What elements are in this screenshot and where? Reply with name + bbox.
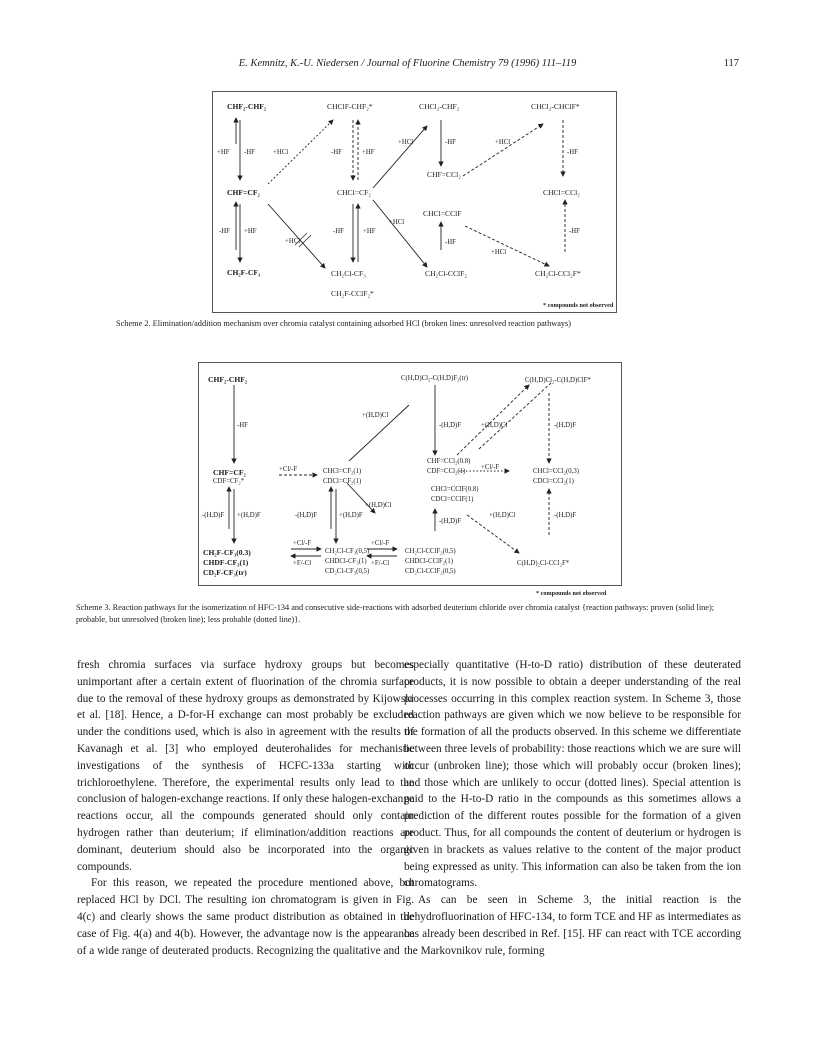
s2-minus-hf-7: -HF — [445, 239, 456, 246]
s3-minus-hdf-6: -(H,D)F — [554, 512, 577, 519]
left-paragraph-1: fresh chromia surfaces via surface hydroxy groups but becomes unimportant after a certain extent of fluorination of the chromia surface due to the removal of these hydroxy groups as demonstrated by Kijowski et al. [18]. Hence, a D-for-H exchange can most probably be excluded under the conditions used, which is also in agreement with the results of Kavanagh et al. [3] who employed deuterohalides for mechanistic investigations of the synthesis of HCFC-133a starting with trichloroethylene. Therefore, the experimental results only lead to the conclusion of halogen-exchange reactions. If only these halogen-exchange reactions occur, all the compounds generated should only contain hydrogen rather than deuterium; if elimination/addition reactions are dominant, deuterium should also be incorporated into the organic compounds. — [77, 659, 414, 873]
s2-ch2cl-cf3: CH₂Cl-CF₃ — [331, 269, 366, 278]
s3-chdf-cf3: CHDF-CF₃(1) — [203, 558, 249, 567]
s3-minus-hdf-2: -(H,D)F — [554, 422, 577, 429]
s2-minus-hf-5: -HF — [219, 228, 230, 235]
s3-f-cl-2: +F/-Cl — [371, 560, 390, 567]
s3-ch2cl-cclf2: CH₂Cl-CClF₂(0,5) — [405, 548, 456, 555]
s2-chf-cf2: CHF=CF₂ — [227, 188, 260, 197]
s2-plus-hf-6: +HF — [363, 228, 376, 235]
s3-bottom-right: C(H,D)₂Cl-CCl₂F* — [517, 560, 570, 567]
s3-cd2cl-cf3: CD₂Cl-CF₃(0,5) — [325, 568, 370, 575]
s3-cl-f-2: +Cl/-F — [481, 464, 500, 471]
s2-minus-hf-6: -HF — [333, 228, 344, 235]
s3-chf2-chf2: CHF₂-CHF₂ — [208, 375, 248, 384]
s2-chclf-chf2: CHClF-CHF₂* — [327, 102, 373, 111]
s3-cdf-ccl2: CDF=CCl₂(1) — [427, 468, 466, 475]
s3-plus-hdcl-4: +(H,D)Cl — [489, 512, 516, 519]
s2-plus-hcl-3: +HCl — [495, 139, 511, 146]
s2-plus-hf-5: +HF — [244, 228, 257, 235]
s3-chdcl-cf3: CHDCl-CF₃(1) — [325, 558, 367, 565]
s3-chf-ccl2: CHF=CCl₂(0.8) — [427, 458, 471, 465]
s2-chcl-ccl2: CHCl=CCl₂ — [543, 188, 580, 197]
s3-cdf-cf2: CDF=CF₂* — [213, 478, 245, 485]
s3-chcl-ccl2: CHCl=CCl₂(0,3) — [533, 468, 580, 475]
s2-ch2cl-ccl2f: CH₂Cl-CCl₂F* — [535, 269, 581, 278]
s3-cl-f-4: +Cl/-F — [371, 540, 390, 547]
s2-minus-hf: -HF — [244, 149, 255, 156]
scheme-3 — [198, 362, 622, 586]
s3-minus-hdf: -(H,D)F — [439, 422, 462, 429]
s2-minus-hf-8: -HF — [569, 228, 580, 235]
s3-chcl-cclf: CHCl=CClF(0.8) — [431, 486, 479, 493]
s3-plus-hdcl-2: +(H,D)Cl — [481, 422, 508, 429]
scheme-2 — [212, 91, 617, 313]
s2-chf-ccl2: CHF=CCl₂ — [427, 170, 461, 179]
s2-plus-hcl-6: +HCl — [389, 219, 405, 226]
scheme-2-arrows — [213, 92, 616, 312]
s3-ch2f-cf3: CH₂F-CF₃(0.3) — [203, 548, 251, 557]
s2-plus-hcl-7: +HCl — [491, 249, 507, 256]
s2-footnote: * compounds not observed — [543, 302, 614, 309]
s3-cd2cl-cclf2: CD₂Cl-CClF₂(0,5) — [405, 568, 456, 575]
s3-f-cl: +F/-Cl — [293, 560, 312, 567]
right-paragraph-1: especially quantitative (H-to-D ratio) distribution of these deuterated products, it is now possible to obtain a deeper understanding of the real processes occurring in this complex reaction system. In Scheme 3, those reaction pathways are given which we now believe to be responsible for the formation of all the products observed. In this scheme we differentiate between three levels of probability: those reactions which we are sure will occur (unbroken line); those which will probably occur (broken lines); and those which are unlikely to occur (dotted lines). Special attention is paid to the H-to-D ratio in the compounds as this sometimes allows a prediction of the different routes possible for the formation of a given product. Thus, for all compounds the content of deuterium or hydrogen is given in brackets as values relative to the content of the major product being expressed as unity. This information can also be taken from the ion chromatograms. — [404, 659, 741, 890]
s3-plus-hdf-2: +(H,D)F — [339, 512, 363, 519]
s2-plus-hcl-5: +HCl — [285, 238, 301, 245]
s2-minus-hf-4: -HF — [567, 149, 578, 156]
s2-plus-hcl-2: +HCl — [398, 139, 414, 146]
s2-minus-hf-3: -HF — [445, 139, 456, 146]
s3-chcl-cf2: CHCl=CF₂(1) — [323, 468, 362, 475]
running-head: E. Kemnitz, K.-U. Niedersen / Journal of Fluorine Chemistry 79 (1996) 111–119 — [238, 58, 577, 69]
s2-chcl2-chf2: CHCl₂-CHF₂ — [419, 102, 460, 111]
s2-plus-hcl: +HCl — [273, 149, 289, 156]
s3-chdcl-cclf2: CHDCl-CClF₂(1) — [405, 558, 454, 565]
s2-ch2f-cclf2: CH₂F-CClF₂* — [331, 289, 374, 298]
s3-cl-f: +Cl/-F — [279, 466, 298, 473]
scheme-3-caption: Scheme 3. Reaction pathways for the isomerization of HFC-134 and consecutive side-reactions with adsorbed deuterium chloride over chromia catalyst {reaction pathways: proven (solid line); probable, but unresolved (broken line); less probable (dotted line)}. — [76, 603, 715, 624]
s3-cdcl-ccl2: CDCl=CCl₂(1) — [533, 478, 574, 485]
s3-cl-f-3: +Cl/-F — [293, 540, 312, 547]
s3-plus-hdf: +(H,D)F — [237, 512, 261, 519]
page-number: 117 — [723, 58, 739, 69]
s2-chcl-cclf: CHCl=CClF — [423, 209, 462, 218]
body-right-column — [404, 657, 741, 959]
right-paragraph-2: As can be seen in Scheme 3, the initial reaction is the dehydrofluorination of HFC-134, to form TCE and HF as intermediates as has already been described in Ref. [15]. HF can react with TCE according the Markovnikov rule, forming — [404, 894, 741, 957]
s2-chcl2-chclf: CHCl₂-CHClF* — [531, 102, 580, 111]
s3-top-right: C(H,D)Cl₂-C(H,D)ClF* — [525, 377, 591, 384]
s2-plus-hf: +HF — [217, 149, 230, 156]
s2-minus-hf-2: -HF — [331, 149, 342, 156]
s3-minus-hdf-3: -(H,D)F — [202, 512, 225, 519]
s2-ch2f-cf3: CH₂F-CF₃ — [227, 268, 261, 277]
s3-footnote: * compounds not observed — [536, 590, 607, 597]
s3-minus-hdf-5: -(H,D)F — [439, 518, 462, 525]
body-left-column — [77, 657, 414, 959]
s3-cdcl-cclf: CDCl=CClF(1) — [431, 496, 474, 503]
running-header — [0, 58, 815, 74]
s3-minus-hf: -HF — [237, 422, 248, 429]
s3-chf-cf2: CHF=CF₂ — [213, 468, 246, 477]
s2-chf2-chf2: CHF₂-CHF₂ — [227, 102, 267, 111]
s3-cdcl-cf2: CDCl=CF₂(1) — [323, 478, 362, 485]
s2-plus-hf-2: +HF — [362, 149, 375, 156]
s3-top-mid: C(H,D)Cl₂-C(H,D)F₂(tr) — [401, 375, 469, 382]
s3-cd2f-cf3: CD₂F-CF₃(tr) — [203, 568, 247, 577]
left-paragraph-2: For this reason, we repeated the procedure mentioned above, but replaced HCl by DCl. The resulting ion chromatogram is given in Fig. 4(c) and clearly shows the same product distribution as obtained in the case of Fig. 4(a) and 4(b). However, the advantage now is the appearance of a wide range of deuterated products. Recognizing the qualitative and — [77, 877, 414, 957]
s3-plus-hdcl-3: +(H,D)Cl — [365, 502, 392, 509]
scheme-2-caption: Scheme 2. Elimination/addition mechanism over chromia catalyst containing adsorbed HCl (broken lines: unresolved reaction pathways) — [116, 319, 572, 328]
s3-plus-hdcl: +(H,D)Cl — [362, 412, 389, 419]
s3-ch2cl-cf3: CH₂Cl-CF₃(0,5) — [325, 548, 370, 555]
s2-ch2cl-cclf2: CH₂Cl-CClF₂ — [425, 269, 468, 278]
s2-chcl-cf2: CHCl=CF₂ — [337, 188, 371, 197]
s3-minus-hdf-4: -(H,D)F — [295, 512, 318, 519]
